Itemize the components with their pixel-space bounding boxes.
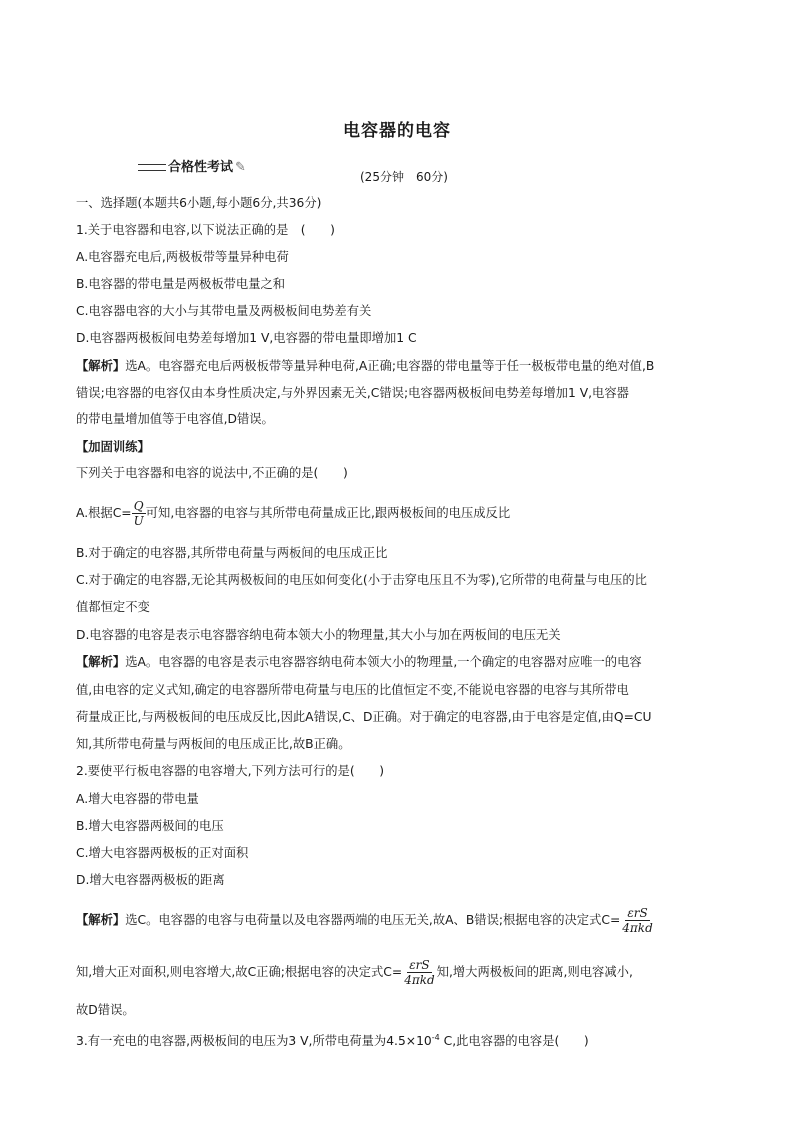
extra-analysis-line-2: 值,由电容的定义式知,确定的电容器所带电荷量与电压的比值恒定不变,不能说电容器的电容与其所带电 <box>76 683 629 697</box>
heading-decoration <box>138 164 166 171</box>
extra-option-c-line-1: C.对于确定的电容器,无论其两极板间的电压如何变化(小于击穿电压且不为零),它所带的电荷量与电压的比 <box>76 573 647 587</box>
section-heading <box>138 156 246 175</box>
analysis-tag: 【解析】 <box>76 913 126 927</box>
extra-analysis-line-3: 荷量成正比,与两极板间的电压成反比,因此A错误,C、D正确。对于确定的电容器,由于电容是定值,由Q=CU <box>76 710 652 724</box>
q2-option-b: B.增大电容器两极间的电压 <box>76 819 224 833</box>
extra-option-b: B.对于确定的电容器,其所带电荷量与两板间的电压成正比 <box>76 546 388 560</box>
analysis-tag: 【解析】 <box>76 359 126 373</box>
analysis-tag: 【解析】 <box>76 655 126 669</box>
q2-option-a: A.增大电容器的带电量 <box>76 792 199 806</box>
q1-analysis-line-1: 【解析】选A。电容器充电后两极板带等量异种电荷,A正确;电容器的带电量等于任一极板带电量的绝对值,B <box>76 359 655 373</box>
fraction-eps-s-over-4pikd: $\frac{\text{εrS}}{\text{4πkd}}$ <box>622 906 653 935</box>
q1-analysis-line-2: 错误;电容器的电容仅由本身性质决定,与外界因素无关,C错误;电容器两极板间电势差每增加1 V,电容器 <box>76 386 629 400</box>
part-heading: 一、选择题(本题共6小题,每小题6分,共36分) <box>76 196 322 210</box>
fraction-q-over-u: $\frac{Q}{U}$ <box>133 499 144 528</box>
q2-analysis-line-1: 【解析】选C。电容器的电容与电荷量以及电容器两端的电压无关,故A、B错误;根据电容的决定式C= $\frac{\text{εrS}}{\text{4πkd}}$ <box>76 906 653 935</box>
q2-analysis-line-3: 故D错误。 <box>76 1003 135 1017</box>
q1-option-c: C.电容器电容的大小与其带电量及两极板间电势差有关 <box>76 304 372 318</box>
extra-option-d: D.电容器的电容是表示电容器容纳电荷本领大小的物理量,其大小与加在两板间的电压无关 <box>76 628 561 642</box>
extra-analysis-line-1: 【解析】选A。电容器的电容是表示电容器容纳电荷本领大小的物理量,一个确定的电容器对应唯一的电容 <box>76 655 642 669</box>
q2-analysis-line-2: 知,增大正对面积,则电容增大,故C正确;根据电容的决定式C= $\frac{\text{εrS}}{\text{4πkd}}$ 知,增大两极板间的距离,则电容减小, <box>76 958 633 987</box>
extra-option-c-line-2: 值都恒定不变 <box>76 600 150 614</box>
extra-analysis-line-4: 知,其所带电荷量与两板间的电压成正比,故B正确。 <box>76 737 351 751</box>
q1-option-a: A.电容器充电后,两极板带等量异种电荷 <box>76 250 289 264</box>
section-label: 合格性考试 <box>168 160 234 175</box>
time-score-info: (25分钟 60分) <box>360 170 448 184</box>
q2-option-d: D.增大电容器两极板的距离 <box>76 873 225 887</box>
extra-stem: 下列关于电容器和电容的说法中,不正确的是( ) <box>76 466 348 480</box>
q1-option-b: B.电容器的带电量是两极板带电量之和 <box>76 277 286 291</box>
q2-stem: 2.要使平行板电容器的电容增大,下列方法可行的是( ) <box>76 764 385 778</box>
fraction-eps-s-over-4pikd: $\frac{\text{εrS}}{\text{4πkd}}$ <box>404 958 435 987</box>
extra-option-a: A.根据C= $\frac{Q}{U}$ 可知,电容器的电容与其所带电荷量成正比,跟两极板间的电压成反比 <box>76 499 511 528</box>
q1-option-d: D.电容器两极板间电势差每增加1 V,电容器的带电量即增加1 C <box>76 331 417 345</box>
q1-analysis-line-3: 的带电量增加值等于电容值,D错误。 <box>76 412 274 426</box>
q2-option-c: C.增大电容器两极板的正对面积 <box>76 846 249 860</box>
extra-tag: 【加固训练】 <box>76 440 150 454</box>
pen-icon: ✎ <box>235 160 246 175</box>
q3-stem: 3.有一充电的电容器,两极板间的电压为3 V,所带电荷量为$4.5\times 10^{-4}$ C,此电容器的电容是( ) <box>76 1033 589 1049</box>
page-title: 电容器的电容 <box>343 121 451 141</box>
q1-stem: 1.关于电容器和电容,以下说法正确的是 ( ) <box>76 223 335 237</box>
